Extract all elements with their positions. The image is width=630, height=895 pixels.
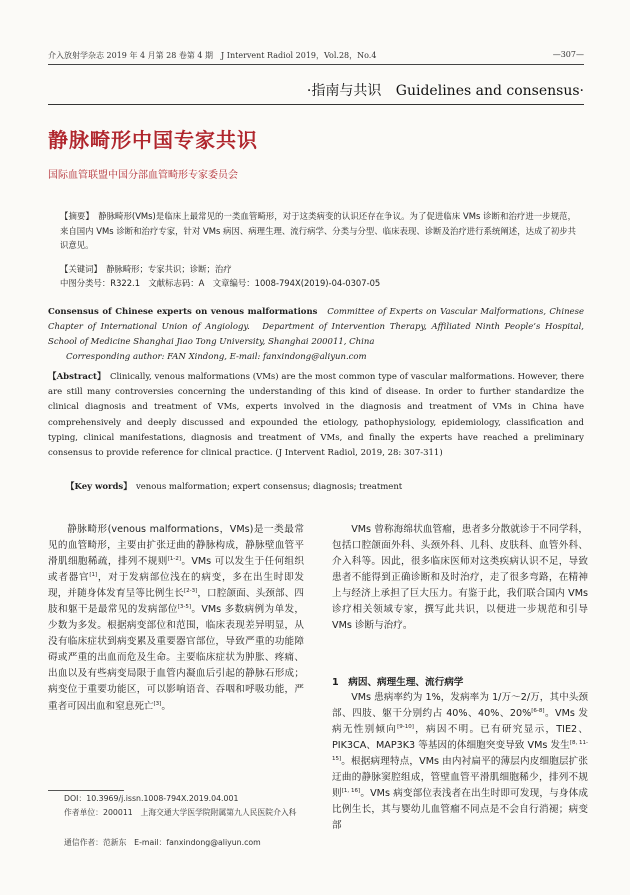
citation: [1, 16]	[341, 788, 361, 795]
citation: [8, 11-15]	[332, 739, 588, 762]
article-authors: 国际血管联盟中国分部血管畸形专家委员会	[48, 170, 238, 181]
cn-abstract-label: 【摘要】	[60, 211, 90, 221]
en-title: Consensus of Chinese experts on venous malformations	[48, 307, 318, 317]
body-text: ，口腔颌面、头颈部、四肢和躯干是最常见的发病部位	[48, 588, 305, 616]
en-title-block	[48, 305, 584, 351]
en-abstract-label: 【Abstract】	[48, 372, 102, 382]
section-banner-en: Guidelines and consensus·	[395, 83, 584, 99]
citation: [3]	[153, 700, 162, 707]
body-text: 。VMs 病变部位表浅者在出生时即可发现，与身体成比例生长，其与婴幼儿血管瘤不同点是不会自行消褪；病变部	[332, 788, 588, 832]
body-text: 。VMs 发病无性别倾向	[332, 708, 588, 736]
footnote-rule	[48, 790, 124, 791]
citation: [9-10]	[397, 723, 414, 730]
en-abstract	[48, 370, 584, 461]
cn-keywords	[60, 262, 576, 277]
cn-keywords-label: 【关键词】	[60, 264, 98, 274]
en-authors-affiliation: Committee of Experts on Vascular Malformations, Chinese Chapter of International Union of Angiology. Department of Intervention Therapy, Affiliated Ninth People’s Hospital, School of Medicine Shanghai Jiao Tong University, Shanghai 200011, China	[48, 307, 584, 348]
footnote-corresponding: 通信作者：范新东 E-mail：fanxindong@aliyun.com	[64, 838, 261, 847]
body-text: VMs 患病率约为 1%，发病率为 1/万～2/万，其中头颈部、四肢、躯干分别约占 40%、40%、20%	[332, 692, 588, 720]
body-right-column-continued	[332, 690, 588, 834]
body-text: ，病因不明。已有研究显示，TIE2、PIK3CA、MAP3K3 等基因的体细胞突变导致 VMs 发生	[332, 724, 589, 752]
running-head: 介入放射学杂志 2019 年 4 月第 28 卷第 4 期 J Intervent Radiol 2019，Vol.28，No.4	[48, 51, 377, 60]
citation: [1]	[89, 571, 98, 578]
cn-classification: 中图分类号：R322.1 文献标志码：A 文章编号：1008-794X(2019)-04-0307-05	[60, 278, 381, 288]
body-text: 。	[161, 700, 171, 712]
article-title: 静脉畸形中国专家共识	[48, 128, 258, 152]
body-paragraph	[332, 690, 588, 834]
en-corresponding: Corresponding author: FAN Xindong, E-mail: fanxindong@aliyun.com	[66, 352, 367, 362]
section-heading: 1 病因、病理生理、流行病学	[332, 677, 464, 688]
citation: [2-3]	[183, 588, 198, 594]
en-keywords	[66, 480, 584, 495]
banner-rule	[48, 104, 584, 105]
page-number: —307—	[552, 50, 584, 59]
body-paragraph	[48, 522, 304, 715]
body-text: 静脉畸形(venous malformations，VMs)是一类最常见的血管畸形，主要由扩张迂曲的静脉构成，静脉壁血管平滑肌细胞稀疏，排列不规则	[48, 524, 304, 568]
header-rule	[48, 64, 584, 65]
cn-abstract-text: 静脉畸形(VMs)是临床上最常见的一类血管畸形，对于这类病变的认识还存在争议。为了促进临床 VMs 诊断和治疗进一步规范，来自国内 VMs 诊断和治疗专家，针对 VMs 病因、病理生理、流行病学、分类与分型、临床表现、诊断及治疗进行系统阐述，达成了初步共识意见。	[60, 211, 577, 251]
cn-abstract	[60, 209, 576, 253]
body-text: 。根据病理特点，VMs 由内衬扁平的薄层内皮细胞层扩张迂曲的静脉窦腔组成，管壁血管平滑肌细胞稀少，排列不规则	[332, 756, 588, 800]
body-left-column	[48, 522, 304, 715]
body-text: ，对于发病部位浅在的病变，多在出生时即发现，并随身体发育呈等比例生长	[48, 572, 305, 600]
section-banner-cn: ·指南与共识	[306, 83, 382, 99]
citation: [6-8]	[531, 707, 545, 714]
cn-keywords-text: 静脉畸形；专家共识；诊断；治疗	[106, 264, 232, 274]
en-keywords-label: 【Key words】	[66, 482, 128, 492]
en-keywords-text: venous malformation; expert consensus; diagnosis; treatment	[135, 482, 403, 492]
citation: [1-2]	[167, 555, 181, 562]
body-right-column	[332, 522, 588, 634]
en-abstract-text: Clinically, venous malformations (VMs) are the most common type of vascular malformations. However, there are still many controversies concerning the understanding of this kind of disease. In order to further standardize the clinical diagnosis and treatment of VMs, experts involved in the diagnosis and treatment of VMs in China have comprehensively and deeply discussed and expounded the etiology, pathophysiology, epidemiology, classification and typing, clinical manifestations, diagnosis and treatment of VMs, and finally the experts have reached a preliminary consensus to provide reference for clinical practice. (J Intervent Radiol, 2019, 28: 307-311)	[48, 372, 584, 459]
footnote-affiliation: 作者单位：200011 上海交通大学医学院附属第九人民医院介入科	[64, 808, 297, 817]
footnote-doi: DOI：10.3969/j.issn.1008-794X.2019.04.001	[64, 794, 239, 803]
section-banner	[307, 80, 584, 100]
citation: [3-5]	[177, 604, 191, 611]
body-text: 。VMs 多数病例为单发，少数为多发。根据病变部位和范围，临床表现差异明显，从没有临床症状到病变累及重要器官部位，导致严重的功能障碍或严重的出血而危及生命。主要临床症状为肿胀、疼痛、出血以及有些病变局限于血管内凝血后引起的静脉石形成；病变位于重要功能区，可以影响语音、吞咽和呼吸功能，严重者可因出血和窒息死亡	[48, 604, 305, 712]
body-paragraph: VMs 曾称海绵状血管瘤，患者多分散就诊于不同学科，包括口腔颌面外科、头颈外科、儿科、皮肤科、血管外科、介入科等。因此，很多临床医师对这类疾病认识不足，导致患者不能得到正确诊断和及时治疗，走了很多弯路，在精神上与经济上承担了巨大压力。有鉴于此，我们联合国内 VMs 诊疗相关领域专家，撰写此共识，以便进一步规范和引导 VMs 诊断与治疗。	[332, 524, 588, 632]
body-text: 。VMs 可以发生于任何组织或者器官	[48, 556, 305, 584]
